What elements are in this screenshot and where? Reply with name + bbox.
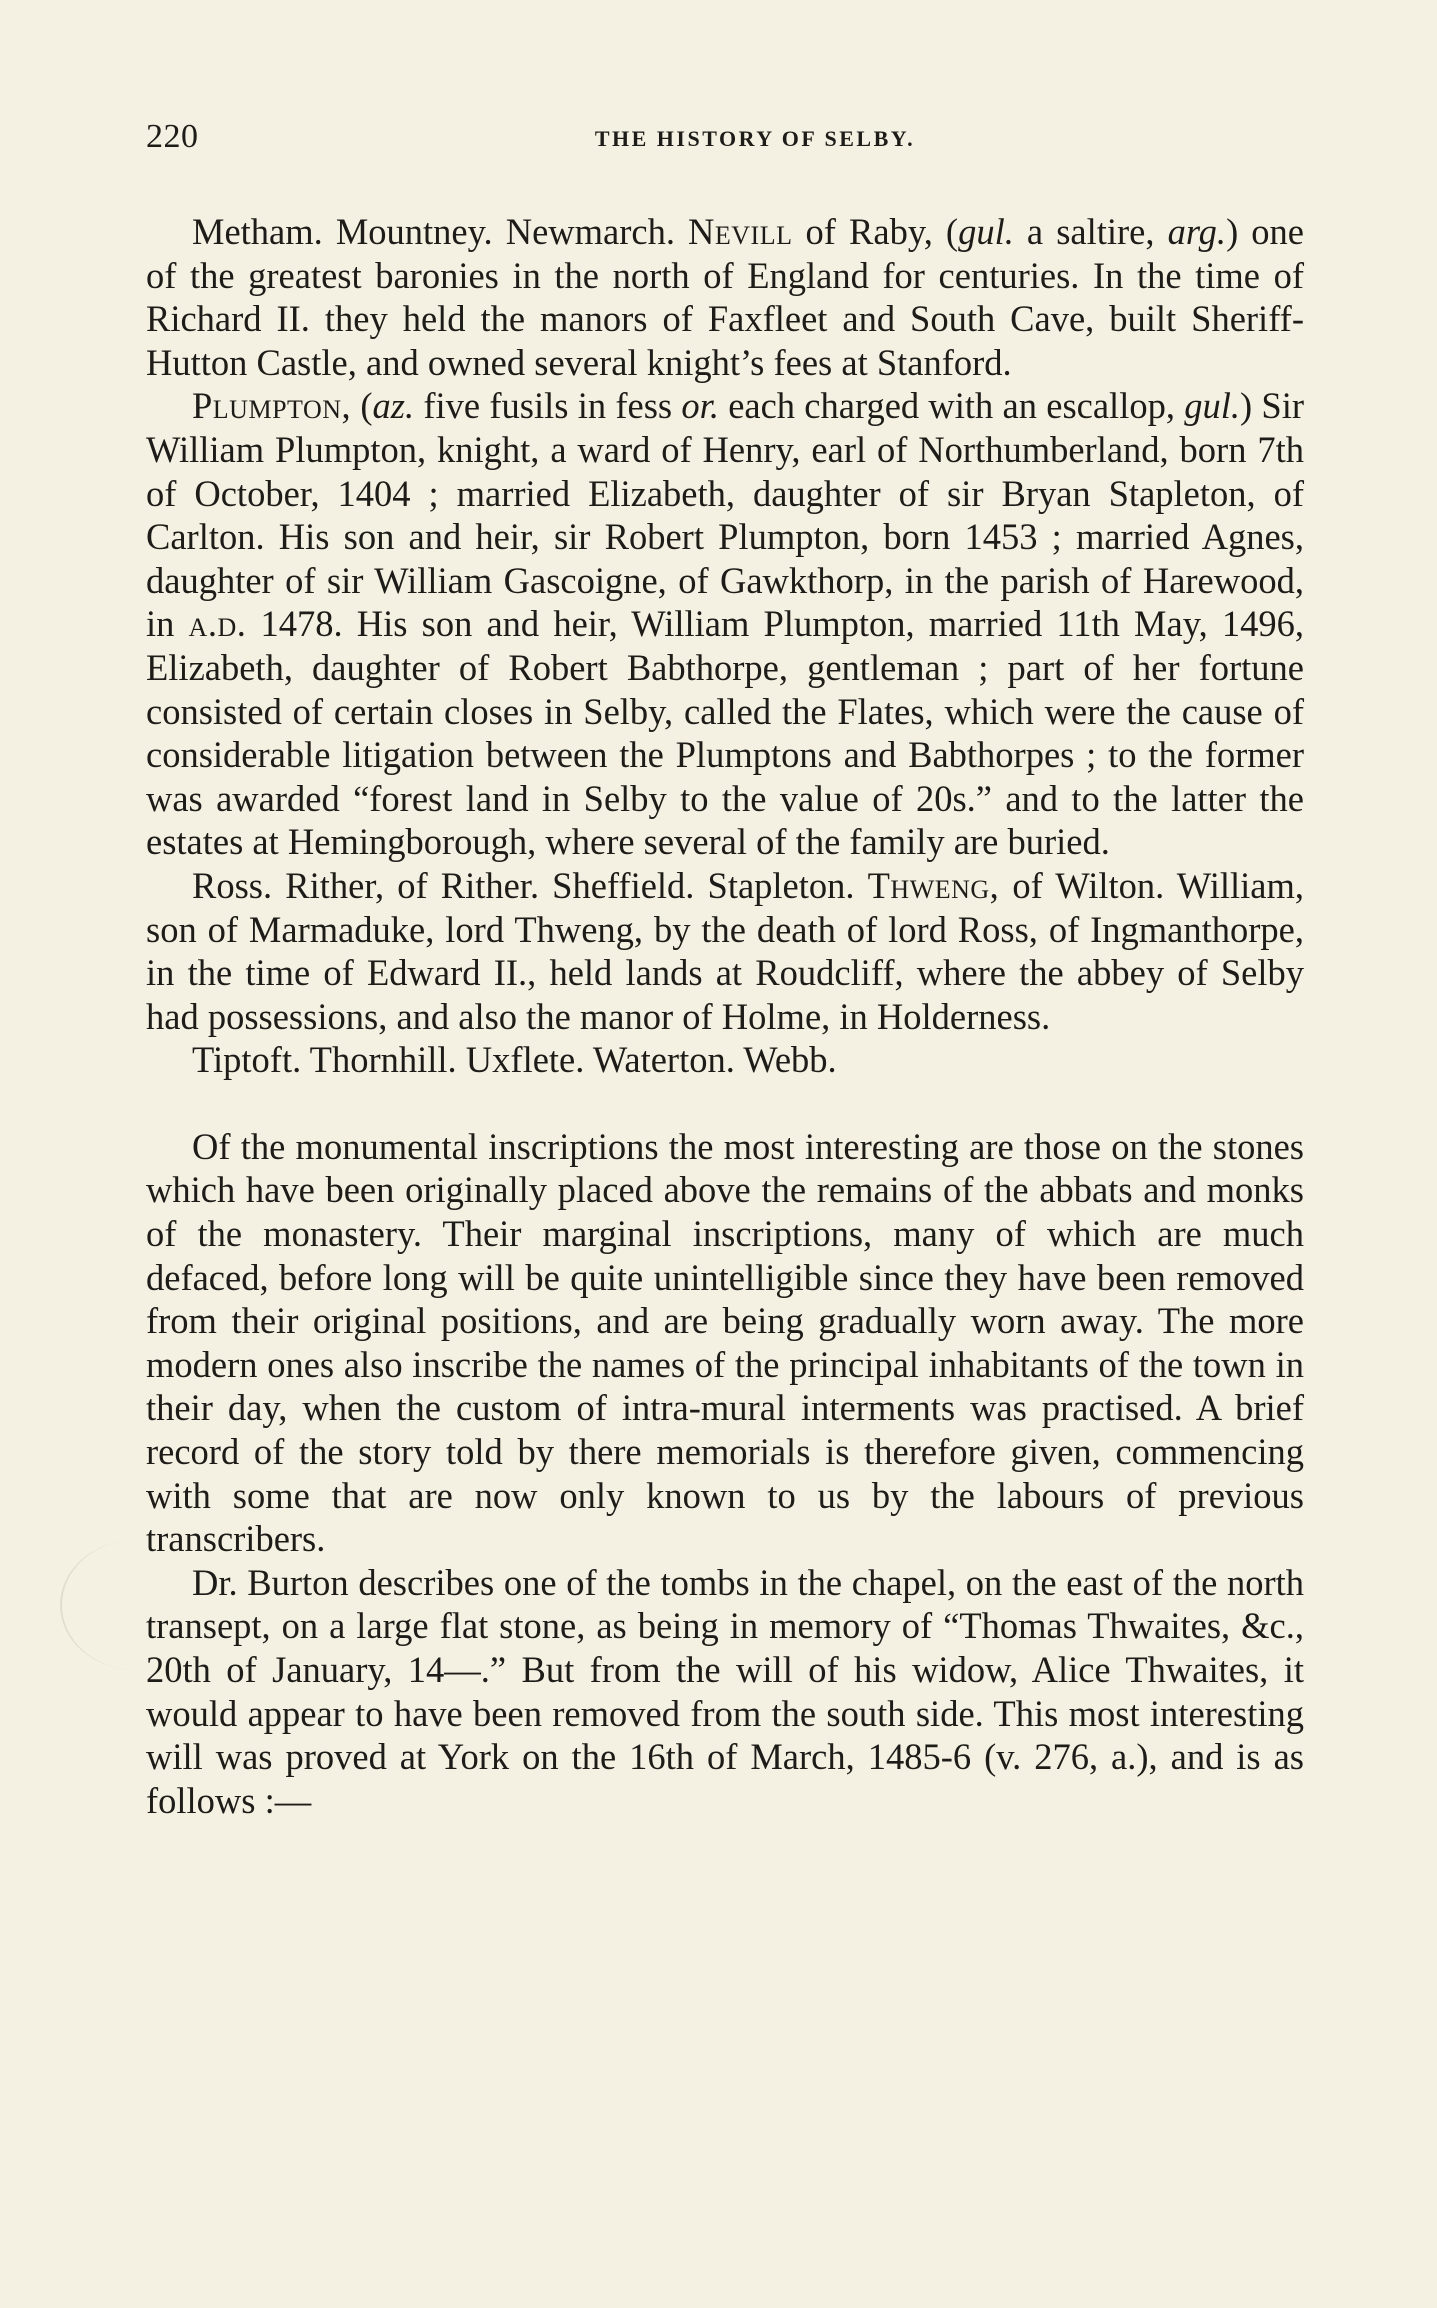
text-run: Nevill	[688, 211, 793, 252]
text-run: a saltire,	[1013, 211, 1168, 252]
text-run: arg.	[1167, 211, 1227, 252]
text-run: or.	[681, 385, 719, 427]
text-run: of Raby, (	[792, 211, 959, 252]
page-header	[146, 118, 1304, 168]
text-run: Thweng,	[867, 864, 1000, 906]
paragraph-monumental-inscriptions	[146, 1125, 1304, 1561]
text-run: ) one of the greatest baronies in the north of England for centuries. In the time of Richard II. they held the manors of Faxfleet and South Cave, built Sheriff-Hutton Castle, and owned several knight’s fees at Stanford.	[146, 211, 1304, 383]
text-run: Ross. Rither, of Rither. Sheffield. Stapleton.	[192, 864, 868, 906]
page-number: 220	[146, 118, 199, 155]
section-gap	[146, 1082, 1304, 1125]
text-run: (	[351, 385, 373, 427]
text-run: Tiptoft. Thornhill. Uxflete. Waterton. Webb.	[192, 1039, 837, 1081]
paragraph-nevill	[146, 210, 1304, 384]
paragraph-plumpton	[146, 384, 1304, 864]
text-run: gul.	[958, 211, 1014, 252]
text-run: a.d.	[188, 603, 247, 645]
paragraph-burton-tomb	[146, 1561, 1304, 1823]
running-title: THE HISTORY OF SELBY.	[594, 126, 916, 151]
text-run: of Wilton. William, son of Marmaduke, lord Thweng, by the death of lord Ross, of Ingmanthorpe, in the time of Edward II., held lands at Roudcliff, where the abbey of Selby had possessions, and also the manor of Holme, in Holderness.	[146, 864, 1304, 1037]
text-run: gul.	[1184, 385, 1240, 427]
text-run: az.	[372, 385, 415, 427]
page-body	[146, 210, 1304, 1822]
text-run: Plumpton,	[192, 385, 352, 427]
paragraph-thweng	[146, 864, 1304, 1038]
text-run: Metham. Mountney. Newmarch.	[192, 211, 689, 252]
text-run: Dr. Burton describes one of the tombs in the chapel, on the east of the north transept, on a large flat stone, as being in memory of “Thomas Thwaites, &c., 20th of January, 14—.” But from the will of his widow, Alice Thwaites, it would appear to have been removed from the south side. This most interesting will was proved at York on the 16th of March, 1485-6 (v. 276, a.), and is as follows :—	[146, 1561, 1304, 1821]
text-run: 1478. His son and heir, William Plumpton, married 11th May, 1496, Elizabeth, daughter of Robert Babthorpe, gentleman ; part of her fortune consisted of certain closes in Selby, called the Flates, which were the cause of considerable litigation between the Plumptons and Babthorpes ; to the former was awarded “forest land in Selby to the value of 20s.” and to the latter the estates at Hemingborough, where several of the family are buried.	[146, 603, 1304, 863]
text-run: ) Sir William Plumpton, knight, a ward of Henry, earl of Northumberland, born 7th of October, 1404 ; married Elizabeth, daughter of sir Bryan Stapleton, of Carlton. His son and heir, sir Robert Plumpton, born 1453 ; married Agnes, daughter of sir William Gascoigne, of Gawkthorp, in the parish of Harewood, in	[146, 385, 1305, 645]
paragraph-families-list	[146, 1038, 1304, 1082]
text-run: each charged with an escallop,	[718, 385, 1185, 427]
text-run: Of the monumental inscriptions the most interesting are those on the stones which have been originally placed above the remains of the abbats and monks of the monastery. Their marginal inscriptions, many of which are much defaced, before long will be quite unintelligible since they have been removed from their original positions, and are being gradually worn away. The more modern ones also inscribe the names of the principal inhabitants of the town in their day, when the custom of intra-mural interments was practised. A brief record of the story told by there memorials is therefore given, commencing with some that are now only known to us by the labours of previous transcribers.	[146, 1125, 1304, 1560]
text-run: five fusils in fess	[414, 385, 682, 427]
